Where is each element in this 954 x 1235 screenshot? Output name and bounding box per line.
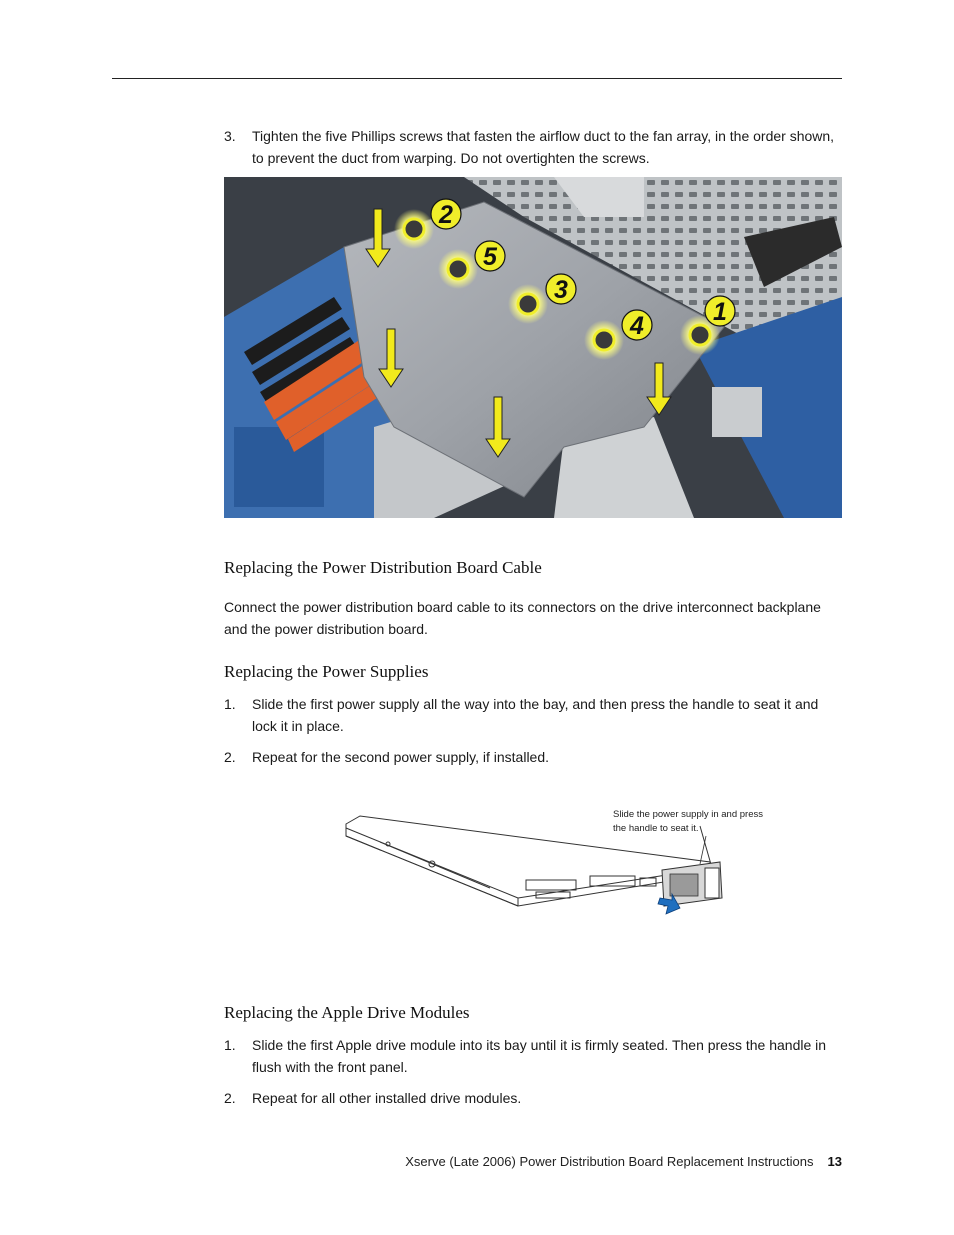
step-text: Slide the first power supply all the way into the bay, and then press the handle to seat it and lock it in place. — [252, 696, 819, 734]
drive-module-step-2 — [224, 1087, 840, 1109]
step-number: 3. — [224, 128, 236, 144]
drive-module-step-1 — [224, 1034, 840, 1078]
screw-label-5: 5 — [483, 243, 497, 271]
footer-title: Xserve (Late 2006) Power Distribution Board Replacement Instructions — [405, 1154, 814, 1169]
airflow-duct-photo — [224, 177, 842, 518]
step-text: Repeat for the second power supply, if installed. — [252, 749, 550, 765]
screw-label-4: 4 — [630, 312, 644, 340]
heatsink — [712, 387, 762, 437]
section-heading-power-supplies: Replacing the Power Supplies — [224, 662, 429, 681]
step-text: Repeat for all other installed drive modules. — [252, 1090, 522, 1106]
power-supply-step-2 — [224, 746, 840, 768]
callout-leader-line — [700, 836, 706, 864]
screw-label-3: 3 — [554, 276, 568, 304]
step-number: 1. — [224, 696, 236, 712]
step-number: 2. — [224, 749, 236, 765]
page-footer — [300, 1152, 842, 1172]
screw-label-1: 1 — [713, 298, 727, 326]
section-heading-pdb-cable: Replacing the Power Distribution Board Cable — [224, 558, 542, 577]
step-3 — [224, 125, 840, 169]
airflow-duct-illustration — [224, 177, 842, 518]
section-heading-drive-modules: Replacing the Apple Drive Modules — [224, 1003, 470, 1022]
power-supply-module — [662, 862, 722, 906]
page-number: 13 — [827, 1154, 842, 1169]
power-supply-callout: Slide the power supply in and press the handle to seat it. — [613, 809, 763, 834]
pdb-cable-body: Connect the power distribution board cable to its connectors on the drive interconnect backplane and the power distribution board. — [224, 599, 821, 637]
power-supply-step-1 — [224, 693, 840, 737]
header-rule — [112, 78, 842, 79]
step-text: Tighten the five Phillips screws that fasten the airflow duct to the fan array, in the order shown, to prevent the duct from warping. Do not overtighten the screws. — [252, 128, 835, 166]
step-number: 1. — [224, 1037, 236, 1053]
screw-label-2: 2 — [439, 201, 453, 229]
step-text: Slide the first Apple drive module into its bay until it is firmly seated. Then press the handle in flush with the front panel. — [252, 1037, 827, 1075]
step-number: 2. — [224, 1090, 236, 1106]
